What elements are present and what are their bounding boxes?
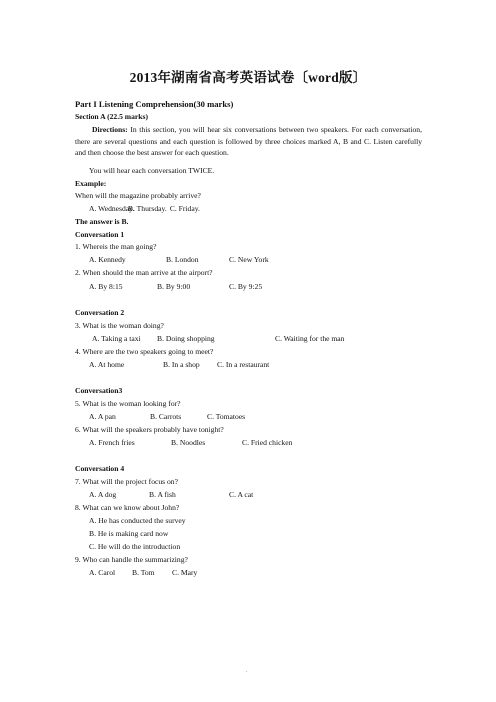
question-7-options — [89, 490, 253, 500]
option: A. At home — [89, 360, 125, 369]
option: B. Tom — [132, 568, 155, 577]
question-9-options — [89, 568, 197, 578]
question-5: 5. What is the woman looking for? — [75, 399, 181, 408]
question-6: 6. What will the speakers probably have tonight? — [75, 425, 224, 434]
option: A. By 8:15 — [89, 282, 123, 291]
option: C. New York — [229, 255, 269, 264]
option: B. Carrots — [150, 412, 182, 421]
option: C. A cat — [229, 490, 254, 499]
option: A. Kennedy — [89, 255, 126, 264]
conversation-1-heading: Conversation 1 — [75, 230, 125, 239]
question-1: 1. Whereis the man going? — [75, 242, 157, 251]
question-6-options — [89, 438, 292, 448]
option: C. Tomatoes — [207, 412, 246, 421]
question-5-options — [89, 412, 245, 422]
option: B. By 9:00 — [157, 282, 191, 291]
section-heading: Section A (22.5 marks) — [75, 112, 148, 121]
part-heading: Part I Listening Comprehension(30 marks) — [75, 99, 234, 109]
example-question: When will the magazine probably arrive? — [75, 191, 201, 200]
question-1-options — [89, 255, 269, 265]
footer-mark: . — [246, 668, 248, 674]
conversation-3-heading: Conversation3 — [75, 386, 123, 395]
question-8-option-c: C. He will do the introduction — [89, 542, 181, 551]
question-4: 4. Where are the two speakers going to meet? — [75, 347, 214, 356]
question-2-options — [89, 282, 262, 292]
example-options — [89, 204, 200, 214]
conversation-4-heading: Conversation 4 — [75, 464, 125, 473]
question-9: 9. Who can handle the summarizing? — [75, 555, 188, 564]
option: A. A pan — [89, 412, 116, 421]
directions-text: In this section, you will hear six conversations between two speakers. For each conversation, there are several questions and each question is followed by three choices marked A, B and C. Listen carefully and then choose the best answer for each question. — [75, 125, 422, 157]
option: C. In a restaurant — [217, 360, 270, 369]
example-option-b: B. Thursday. — [127, 204, 167, 213]
example-option-c: C. Friday. — [169, 204, 200, 213]
option: B. A fish — [149, 490, 176, 499]
option: C. Waiting for the man — [275, 334, 345, 343]
directions-label: Directions: — [92, 125, 128, 134]
option: A. Taking a taxi — [92, 334, 141, 343]
option: A. A dog — [89, 490, 117, 499]
example-option-a: A. Wednesday. — [89, 204, 135, 213]
question-8: 8. What can we know about John? — [75, 503, 180, 512]
option: B. In a shop — [163, 360, 200, 369]
twice-note: You will hear each conversation TWICE. — [89, 166, 215, 175]
example-answer: The answer is B. — [75, 217, 129, 226]
directions-paragraph — [75, 124, 422, 159]
option: A. French fries — [89, 438, 135, 447]
example-label: Example: — [75, 179, 107, 188]
option: A. Carol — [89, 568, 116, 577]
option: B. Noodles — [171, 438, 206, 447]
option: B. London — [166, 255, 199, 264]
question-4-options — [89, 360, 269, 370]
question-8-option-a: A. He has conducted the survey — [89, 516, 186, 525]
option: C. Fried chicken — [242, 438, 293, 447]
document-title: 2013年湖南省高考英语试卷〔word版〕 — [129, 70, 367, 85]
question-8-option-b: B. He is making card now — [89, 529, 169, 538]
question-3-options — [92, 334, 344, 344]
option: C. Mary — [172, 568, 198, 577]
question-7: 7. What will the project focus on? — [75, 477, 178, 486]
question-2: 2. When should the man arrive at the airport? — [75, 268, 213, 277]
question-3: 3. What is the woman doing? — [75, 321, 164, 330]
option: C. By 9:25 — [229, 282, 263, 291]
option: B. Doing shopping — [157, 334, 215, 343]
conversation-2-heading: Conversation 2 — [75, 308, 125, 317]
